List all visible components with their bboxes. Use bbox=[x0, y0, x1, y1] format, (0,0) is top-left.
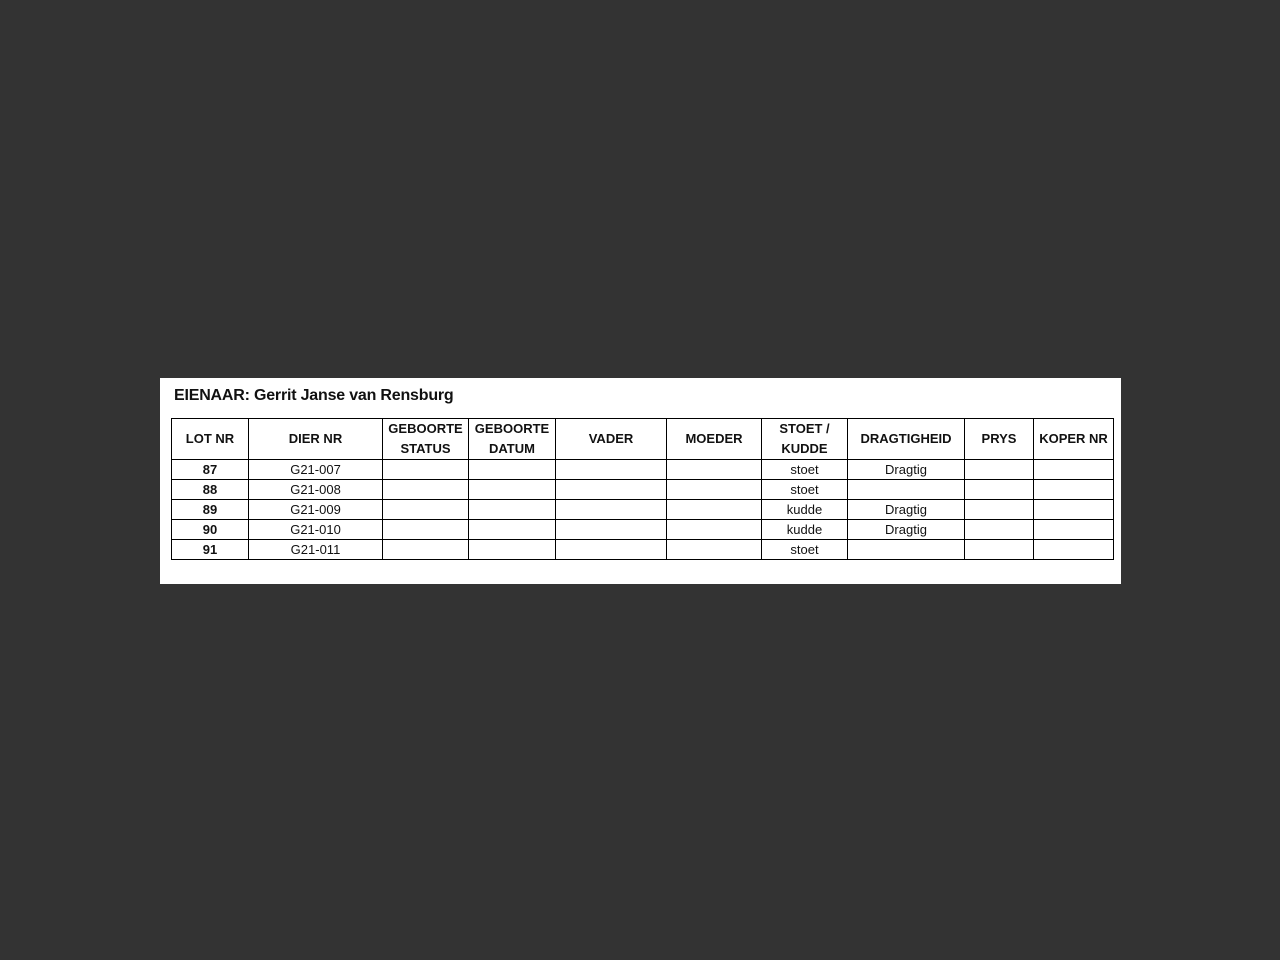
cell-koper-nr bbox=[1034, 460, 1114, 480]
cell-stoet-kudde: kudde bbox=[762, 520, 848, 540]
cell-geboorte-status bbox=[383, 480, 469, 500]
cell-koper-nr bbox=[1034, 500, 1114, 520]
column-header-line: DRAGTIGHEID bbox=[860, 431, 952, 446]
column-header-vader bbox=[556, 419, 667, 460]
column-header-line: STATUS bbox=[400, 441, 451, 456]
cell-dier-nr: G21-010 bbox=[249, 520, 383, 540]
cell-stoet-kudde: stoet bbox=[762, 480, 848, 500]
column-header-geboorte-datum bbox=[469, 419, 556, 460]
cell-dier-nr: G21-009 bbox=[249, 500, 383, 520]
cell-koper-nr bbox=[1034, 520, 1114, 540]
column-header-line: GEBOORTE bbox=[474, 421, 550, 436]
cell-lot-nr: 87 bbox=[172, 460, 249, 480]
column-header-stoet-kudde bbox=[762, 419, 848, 460]
column-header-line: STOET / bbox=[779, 421, 830, 436]
cell-stoet-kudde: stoet bbox=[762, 460, 848, 480]
cell-dragtigheid bbox=[848, 480, 965, 500]
cell-dragtigheid: Dragtig bbox=[848, 460, 965, 480]
column-header-line: KOPER NR bbox=[1039, 431, 1108, 446]
cell-prys bbox=[965, 500, 1034, 520]
column-header-prys bbox=[965, 419, 1034, 460]
cell-dragtigheid bbox=[848, 540, 965, 560]
column-header-line: GEBOORTE bbox=[388, 421, 463, 436]
cell-geboorte-status bbox=[383, 520, 469, 540]
cell-moeder bbox=[667, 540, 762, 560]
document-page bbox=[160, 378, 1121, 584]
owner-heading: EIENAAR: Gerrit Janse van Rensburg bbox=[174, 387, 454, 404]
cell-moeder bbox=[667, 460, 762, 480]
lot-table bbox=[171, 418, 1114, 560]
cell-geboorte-datum bbox=[469, 540, 556, 560]
table-row bbox=[172, 460, 1114, 480]
column-header-line: PRYS bbox=[981, 431, 1017, 446]
table-header-row bbox=[172, 419, 1114, 460]
cell-dier-nr: G21-008 bbox=[249, 480, 383, 500]
column-header-line: DIER NR bbox=[288, 431, 343, 446]
cell-geboorte-status bbox=[383, 460, 469, 480]
cell-geboorte-status bbox=[383, 540, 469, 560]
cell-vader bbox=[556, 460, 667, 480]
cell-geboorte-status bbox=[383, 500, 469, 520]
cell-lot-nr: 89 bbox=[172, 500, 249, 520]
column-header-dier-nr bbox=[249, 419, 383, 460]
column-header-line: LOT NR bbox=[185, 431, 235, 446]
cell-moeder bbox=[667, 520, 762, 540]
table-row bbox=[172, 500, 1114, 520]
cell-geboorte-datum bbox=[469, 520, 556, 540]
cell-vader bbox=[556, 520, 667, 540]
column-header-lot-nr bbox=[172, 419, 249, 460]
cell-stoet-kudde: kudde bbox=[762, 500, 848, 520]
table-row bbox=[172, 520, 1114, 540]
table-row bbox=[172, 480, 1114, 500]
cell-lot-nr: 91 bbox=[172, 540, 249, 560]
cell-prys bbox=[965, 520, 1034, 540]
cell-vader bbox=[556, 540, 667, 560]
cell-geboorte-datum bbox=[469, 480, 556, 500]
cell-koper-nr bbox=[1034, 540, 1114, 560]
cell-lot-nr: 90 bbox=[172, 520, 249, 540]
cell-prys bbox=[965, 480, 1034, 500]
cell-geboorte-datum bbox=[469, 460, 556, 480]
column-header-geboorte-status bbox=[383, 419, 469, 460]
cell-moeder bbox=[667, 500, 762, 520]
column-header-line: DATUM bbox=[489, 441, 535, 456]
cell-dier-nr: G21-011 bbox=[249, 540, 383, 560]
table-row bbox=[172, 540, 1114, 560]
column-header-line: VADER bbox=[588, 431, 634, 446]
cell-dragtigheid: Dragtig bbox=[848, 500, 965, 520]
cell-prys bbox=[965, 460, 1034, 480]
cell-geboorte-datum bbox=[469, 500, 556, 520]
cell-koper-nr bbox=[1034, 480, 1114, 500]
column-header-koper-nr bbox=[1034, 419, 1114, 460]
cell-vader bbox=[556, 480, 667, 500]
cell-lot-nr: 88 bbox=[172, 480, 249, 500]
column-header-line: KUDDE bbox=[781, 441, 828, 456]
column-header-dragtigheid bbox=[848, 419, 965, 460]
cell-vader bbox=[556, 500, 667, 520]
cell-moeder bbox=[667, 480, 762, 500]
cell-prys bbox=[965, 540, 1034, 560]
cell-dier-nr: G21-007 bbox=[249, 460, 383, 480]
column-header-moeder bbox=[667, 419, 762, 460]
column-header-line: MOEDER bbox=[685, 431, 743, 446]
cell-stoet-kudde: stoet bbox=[762, 540, 848, 560]
cell-dragtigheid: Dragtig bbox=[848, 520, 965, 540]
